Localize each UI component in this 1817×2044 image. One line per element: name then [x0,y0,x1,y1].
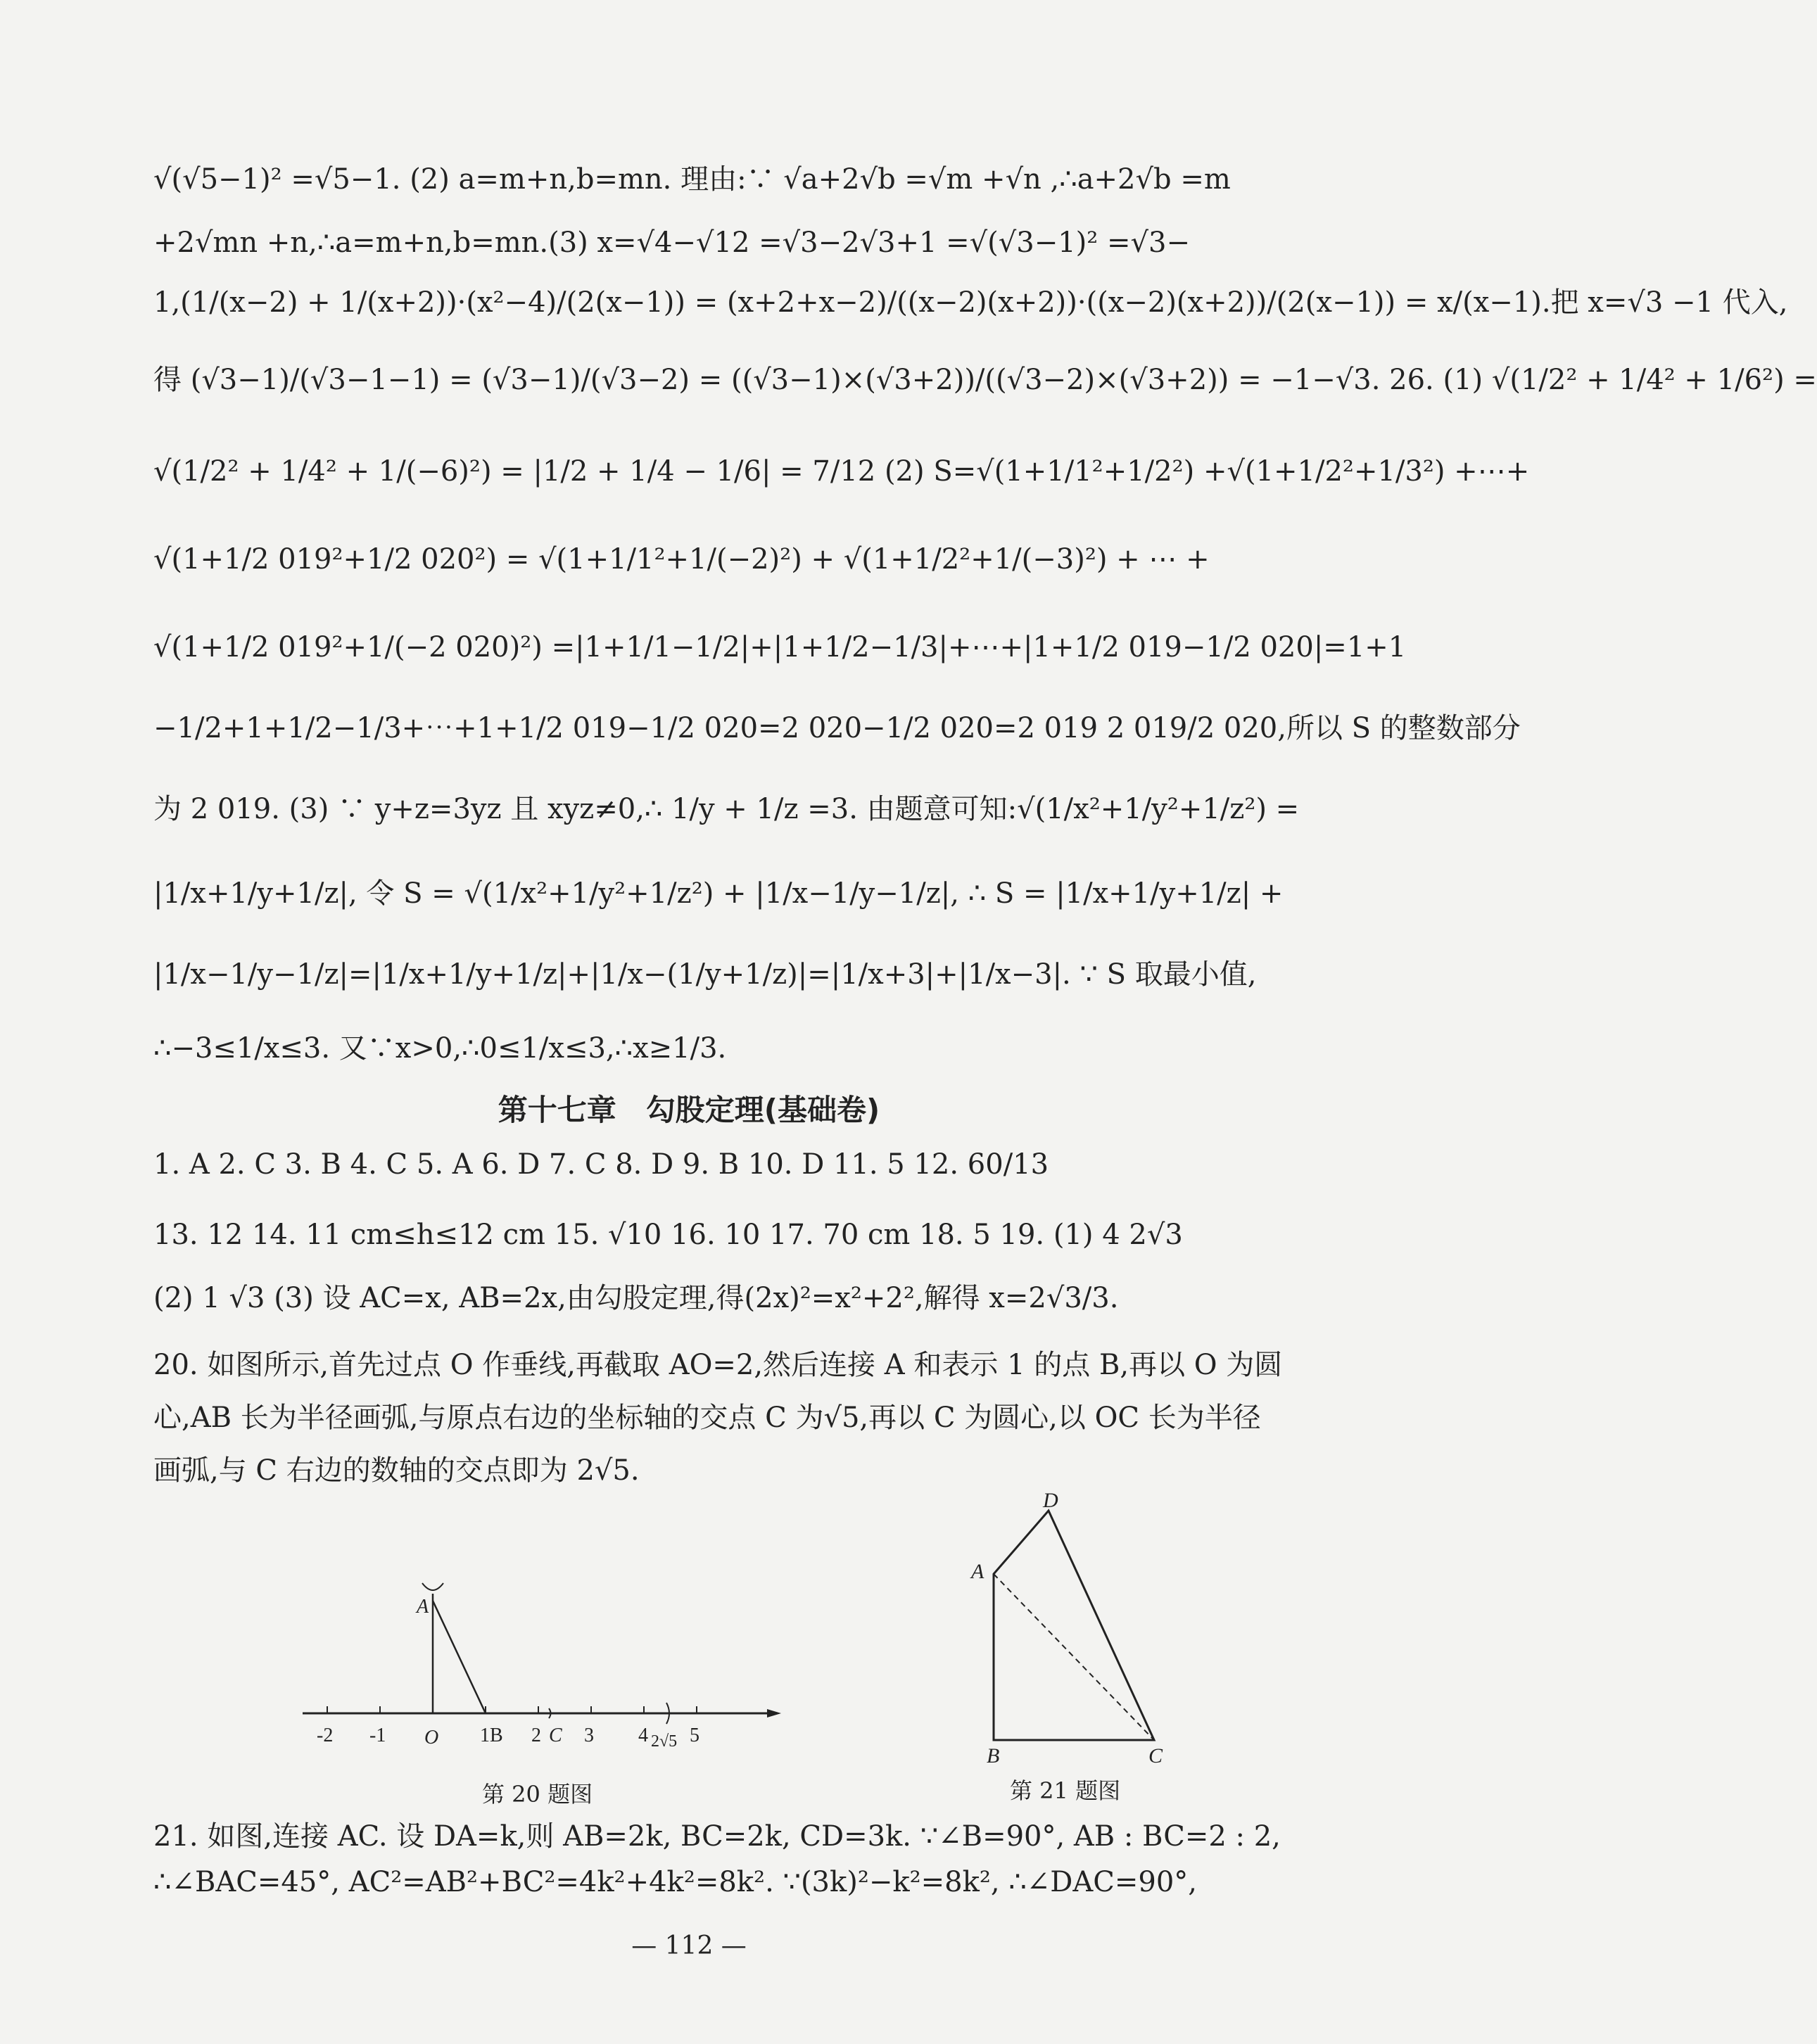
tick-label-m2: -2 [317,1725,334,1746]
page-number: — 112 — [631,1931,747,1960]
figure-21 [957,1488,1189,1766]
quadrilateral [994,1511,1154,1740]
solution-line-11: |1/x−1/y−1/z|=|1/x+1/y+1/z|+|1/x−(1/y+1/z)|=|1/x+3|+|1/x−3|. ∵ S 取最小值, [153,958,1257,991]
vertex-b-label: B [987,1744,1000,1767]
axis-arrow [767,1709,781,1718]
solution-line-12: ∴−3≤1/x≤3. 又∵x>0,∴0≤1/x≤3,∴x≥1/3. [153,1032,727,1065]
diagonal-ac [994,1574,1154,1740]
vertex-a-label: A [971,1560,985,1583]
tick-label-3: 3 [584,1725,594,1746]
vertex-d-label: D [1043,1489,1058,1512]
answer-line-6: 画弧,与 C 右边的数轴的交点即为 2√5. [153,1454,640,1487]
solution-line-4: 得 (√3−1)/(√3−1−1) = (√3−1)/(√3−2) = ((√3−1)×(√3+2))/((√3−2)×(√3+2)) = −1−√3. 26. (1) √(1/2² + 1/4² + 1/6²) = [153,364,1817,396]
figure-20-caption: 第 20 题图 [482,1781,593,1808]
tick-label-5: 5 [690,1725,699,1746]
tick-label-m1: -1 [369,1725,386,1746]
root5-label: 2√5 [651,1732,678,1751]
chapter-title: 第十七章 勾股定理(基础卷) [498,1093,880,1127]
solution-line-1: √(√5−1)² =√5−1. (2) a=m+n,b=mn. 理由:∵ √a+2√b =√m +√n ,∴a+2√b =m [153,163,1231,196]
solution-line-7: √(1+1/2 019²+1/(−2 020)²) =|1+1/1−1/2|+|1+1/2−1/3|+⋯+|1+1/2 019−1/2 020|=1+1 [153,631,1407,664]
origin-label: O [424,1727,439,1748]
solution-line-8: −1/2+1+1/2−1/3+⋯+1+1/2 019−1/2 020=2 020−1/2 020=2 019 2 019/2 020,所以 S 的整数部分 [153,712,1521,744]
tick-label-4: 4 [638,1725,648,1746]
point-a-label: A [417,1596,429,1618]
vertex-c-label: C [1148,1744,1163,1767]
solution-line-6: √(1+1/2 019²+1/2 020²) = √(1+1/1²+1/(−2)²) + √(1+1/2²+1/(−3)²) + ⋯ + [153,543,1210,576]
answer-line-1: 1. A 2. C 3. B 4. C 5. A 6. D 7. C 8. D 9. B 10. D 11. 5 12. 60/13 [153,1148,1049,1181]
answer-line-2: 13. 12 14. 11 cm≤h≤12 cm 15. √10 16. 10 17. 70 cm 18. 5 19. (1) 4 2√3 [153,1219,1183,1251]
solution-line-2: +2√mn +n,∴a=m+n,b=mn.(3) x=√4−√12 =√3−2√3+1 =√(√3−1)² =√3− [153,227,1190,259]
q21-line-1: 21. 如图,连接 AC. 设 DA=k,则 AB=2k, BC=2k, CD=3k. ∵∠B=90°, AB : BC=2 : 2, [153,1820,1281,1853]
figure-21-caption: 第 21 题图 [1010,1777,1121,1804]
solution-line-10: |1/x+1/y+1/z|, 令 S = √(1/x²+1/y²+1/z²) + |1/x−1/y−1/z|, ∴ S = |1/x+1/y+1/z| + [153,877,1284,910]
arc-mark-a [422,1583,443,1590]
solution-line-9: 为 2 019. (3) ∵ y+z=3yz 且 xyz≠0,∴ 1/y + 1/z =3. 由题意可知:√(1/x²+1/y²+1/z²) = [153,793,1300,825]
solution-line-3: 1,(1/(x−2) + 1/(x+2))·(x²−4)/(2(x−1)) = (x+2+x−2)/((x−2)(x+2))·((x−2)(x+2))/(2(x−1)) = x/(x−1).把 x=√3 −1 代入, [153,286,1788,319]
answer-line-4: 20. 如图所示,首先过点 O 作垂线,再截取 AO=2,然后连接 A 和表示 1 的点 B,再以 O 为圆 [153,1349,1283,1381]
tick-label-2: 2 [531,1725,541,1746]
point-b-label: 1B [480,1725,503,1746]
point-c-label: C [549,1725,562,1746]
answer-line-5: 心,AB 长为半径画弧,与原点右边的坐标轴的交点 C 为√5,再以 C 为圆心,以 OC 长为半径 [153,1402,1261,1434]
solution-line-5: √(1/2² + 1/4² + 1/(−6)²) = |1/2 + 1/4 − 1/6| = 7/12 (2) S=√(1+1/1²+1/2²) +√(1+1/2²+1/3²) +⋯+ [153,455,1530,488]
answer-line-3: (2) 1 √3 (3) 设 AC=x, AB=2x,由勾股定理,得(2x)²=x²+2²,解得 x=2√3/3. [153,1282,1119,1314]
segment-ab [433,1601,486,1713]
q21-line-2: ∴∠BAC=45°, AC²=AB²+BC²=4k²+4k²=8k². ∵(3k)²−k²=8k², ∴∠DAC=90°, [153,1866,1197,1898]
figure-20 [296,1562,788,1759]
